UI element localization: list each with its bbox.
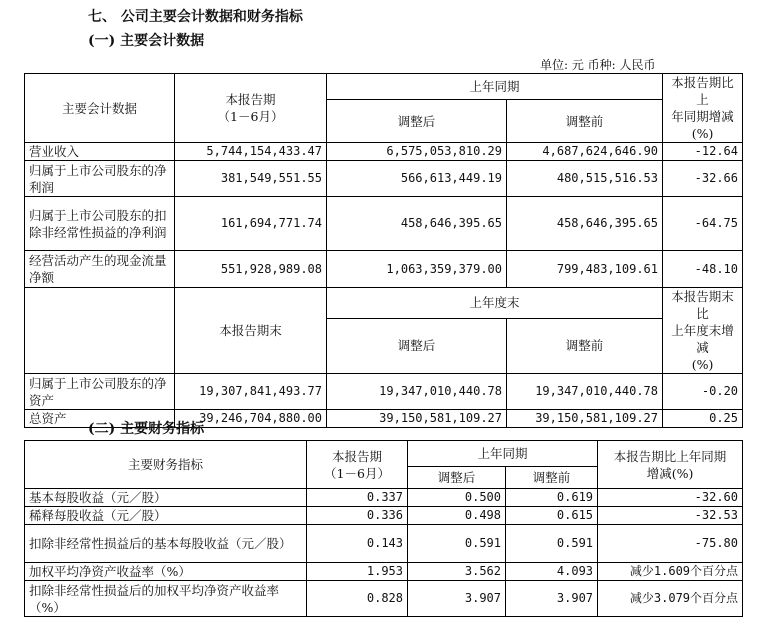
financial-indicators-table [24,440,743,617]
cell-before: 480,515,516.53 [507,161,663,197]
cell-change: -75.80 [598,525,743,563]
cell-before: 0.591 [506,525,598,563]
table-row [25,563,743,581]
table-row [25,525,743,563]
table-row [25,197,743,251]
section-heading: 七、 公司主要会计数据和财务指标 [88,9,303,25]
cell-change: 减少3.079个百分点 [598,581,743,617]
row-label: 归属于上市公司股东的扣除非经常性损益的净利润 [25,197,175,251]
subsection-heading-financial: (二) 主要财务指标 [88,421,205,437]
cell-current: 1.953 [307,563,408,581]
header-change: 本报告期比上 年同期增减 (%) [663,74,743,143]
cell-current: 0.828 [307,581,408,617]
cell-before: 4.093 [506,563,598,581]
header-current-period: 本报告期 （1－6月） [175,74,327,143]
cell-change: -12.64 [663,143,743,161]
header-adjusted: 调整后 [327,100,507,143]
cell-before: 3.907 [506,581,598,617]
header-change: 本报告期比上年同期 增减(%) [598,441,743,489]
cell-current: 5,744,154,433.47 [175,143,327,161]
cell-adjusted: 1,063,359,379.00 [327,251,507,288]
table-row [25,161,743,197]
row-label: 稀释每股收益（元／股） [25,507,307,525]
header-current-period: 本报告期 （1－6月） [307,441,408,489]
cell-current: 0.336 [307,507,408,525]
cell-before: 458,646,395.65 [507,197,663,251]
header-period-end: 本报告期末 [175,288,327,374]
row-label: 基本每股收益（元／股） [25,489,307,507]
row-label: 扣除非经常性损益后的加权平均净资产收益率（%） [25,581,307,617]
header-adjusted: 调整后 [408,467,506,489]
cell-change: -64.75 [663,197,743,251]
cell-adjusted: 0.498 [408,507,506,525]
cell-before: 799,483,109.61 [507,251,663,288]
cell-adjusted: 19,347,010,440.78 [327,374,507,410]
table-row [25,374,743,410]
cell-current: 551,928,989.08 [175,251,327,288]
cell-current: 0.337 [307,489,408,507]
table-row [25,143,743,161]
header-item: 主要财务指标 [25,441,307,489]
cell-change: -32.66 [663,161,743,197]
header-prior-year-end: 上年度末 [327,288,663,319]
cell-current: 161,694,771.74 [175,197,327,251]
row-label: 加权平均净资产收益率（%） [25,563,307,581]
cell-current: 39,246,704,880.00 [175,410,327,428]
cell-before: 19,347,010,440.78 [507,374,663,410]
header-before-adjustment: 调整前 [507,318,663,373]
cell-before: 0.619 [506,489,598,507]
cell-adjusted: 0.591 [408,525,506,563]
cell-before: 39,150,581,109.27 [507,410,663,428]
cell-adjusted: 566,613,449.19 [327,161,507,197]
row-label: 经营活动产生的现金流量净额 [25,251,175,288]
row-label: 扣除非经常性损益后的基本每股收益（元／股） [25,525,307,563]
cell-before: 0.615 [506,507,598,525]
cell-change: -32.53 [598,507,743,525]
header-before-adjustment: 调整前 [507,100,663,143]
row-label: 归属于上市公司股东的净利润 [25,161,175,197]
cell-adjusted: 458,646,395.65 [327,197,507,251]
cell-change: -32.60 [598,489,743,507]
cell-current: 0.143 [307,525,408,563]
cell-current: 381,549,551.55 [175,161,327,197]
cell-change: 减少1.609个百分点 [598,563,743,581]
header-prior-period: 上年同期 [327,74,663,100]
subsection-heading-accounting: (一) 主要会计数据 [88,33,205,49]
header-prior-period: 上年同期 [408,441,598,467]
cell-current: 19,307,841,493.77 [175,374,327,410]
row-label: 归属于上市公司股东的净资产 [25,374,175,410]
cell-adjusted: 6,575,053,810.29 [327,143,507,161]
accounting-data-table [24,73,743,428]
cell-before: 4,687,624,646.90 [507,143,663,161]
header-adjusted: 调整后 [327,318,507,373]
table-row [25,507,743,525]
header-before-adjustment: 调整前 [506,467,598,489]
table-row [25,581,743,617]
cell-change: -48.10 [663,251,743,288]
row-label: 营业收入 [25,143,175,161]
table-row [25,251,743,288]
cell-change: -0.20 [663,374,743,410]
cell-adjusted: 0.500 [408,489,506,507]
header-item: 主要会计数据 [25,74,175,143]
header-change-year-end: 本报告期末比 上年度末增减 (%) [663,288,743,374]
cell-adjusted: 3.562 [408,563,506,581]
cell-adjusted: 39,150,581,109.27 [327,410,507,428]
cell-adjusted: 3.907 [408,581,506,617]
cell-change: 0.25 [663,410,743,428]
unit-currency-line: 单位: 元 币种: 人民币 [540,58,656,72]
header-blank [25,288,175,374]
table-row [25,489,743,507]
row-label: 总资产 [25,410,175,428]
